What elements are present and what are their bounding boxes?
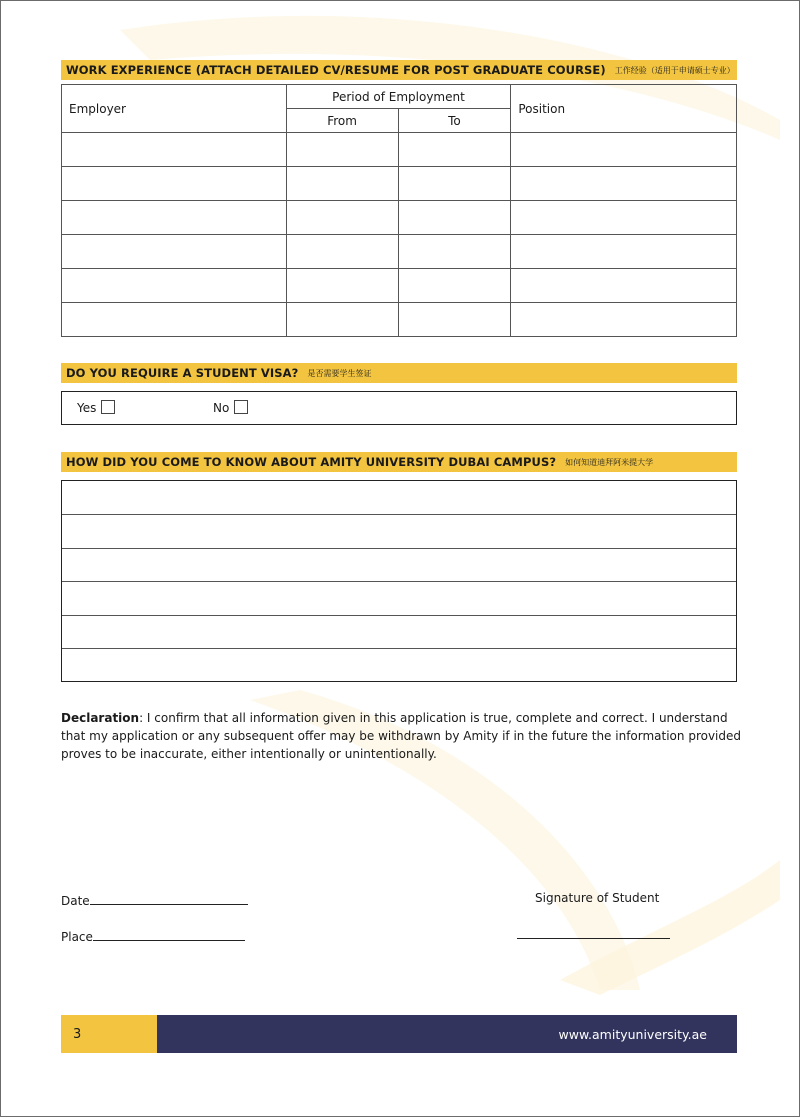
visa-yes-checkbox[interactable] [101, 400, 115, 414]
work-experience-title: WORK EXPERIENCE (ATTACH DETAILED CV/RESUME FOR POST GRADUATE COURSE) [66, 63, 606, 77]
work-experience-table [61, 84, 737, 337]
from-cell[interactable] [286, 167, 398, 201]
place-field[interactable] [61, 927, 245, 944]
to-cell[interactable] [398, 201, 511, 235]
declaration-text: : I confirm that all information given in this application is true, complete and correct. I understand that my application or any subsequent offer may be withdrawn by Amity if in the future the information provided proves to be inaccurate, either intentionally or unintentionally. [61, 711, 742, 761]
table-row [62, 167, 737, 201]
table-row [62, 201, 737, 235]
date-field[interactable] [61, 891, 248, 908]
employer-cell[interactable] [62, 133, 287, 167]
employer-cell[interactable] [62, 235, 287, 269]
position-cell[interactable] [511, 133, 737, 167]
to-cell[interactable] [398, 235, 511, 269]
position-cell[interactable] [511, 167, 737, 201]
visa-yes-option[interactable] [77, 401, 115, 415]
visa-title: DO YOU REQUIRE A STUDENT VISA? [66, 366, 299, 380]
table-row [62, 303, 737, 337]
employer-cell[interactable] [62, 201, 287, 235]
visa-no-option[interactable] [213, 401, 248, 415]
date-label: Date [61, 894, 90, 908]
place-line[interactable] [93, 927, 245, 941]
employer-cell[interactable] [62, 303, 287, 337]
declaration-paragraph [61, 709, 741, 763]
to-header: To [398, 109, 511, 133]
from-header: From [286, 109, 398, 133]
table-row [62, 235, 737, 269]
page-number: 3 [73, 1026, 82, 1042]
footer-website-block [157, 1015, 737, 1053]
work-experience-title-cn: 工作经验（适用于申请硕士专业） [614, 65, 735, 75]
to-cell[interactable] [398, 133, 511, 167]
date-line[interactable] [90, 891, 248, 905]
place-label: Place [61, 930, 93, 944]
visa-no-checkbox[interactable] [234, 400, 248, 414]
answer-line [62, 648, 736, 649]
answer-line [62, 548, 736, 549]
employer-header: Employer [62, 85, 287, 133]
visa-options-box [61, 391, 737, 425]
from-cell[interactable] [286, 201, 398, 235]
signature-line[interactable] [517, 938, 670, 939]
from-cell[interactable] [286, 133, 398, 167]
to-cell[interactable] [398, 303, 511, 337]
employer-cell[interactable] [62, 167, 287, 201]
period-header: Period of Employment [286, 85, 511, 109]
table-row [62, 133, 737, 167]
position-header: Position [511, 85, 737, 133]
employer-cell[interactable] [62, 269, 287, 303]
source-title-cn: 如何知道迪拜阿米提大学 [565, 457, 654, 467]
answer-line [62, 514, 736, 515]
to-cell[interactable] [398, 269, 511, 303]
answer-line [62, 615, 736, 616]
answer-line [62, 581, 736, 582]
website-link[interactable]: www.amityuniversity.ae [558, 1026, 707, 1042]
visa-yes-label: Yes [77, 401, 97, 415]
position-cell[interactable] [511, 269, 737, 303]
position-cell[interactable] [511, 235, 737, 269]
work-experience-header [61, 60, 737, 80]
source-answer-box[interactable] [61, 480, 737, 682]
table-row [62, 269, 737, 303]
signature-label: Signature of Student [535, 891, 660, 905]
position-cell[interactable] [511, 201, 737, 235]
to-cell[interactable] [398, 167, 511, 201]
from-cell[interactable] [286, 269, 398, 303]
source-title: HOW DID YOU COME TO KNOW ABOUT AMITY UNIVERSITY DUBAI CAMPUS? [66, 455, 557, 469]
from-cell[interactable] [286, 303, 398, 337]
declaration-label: Declaration [61, 711, 140, 725]
position-cell[interactable] [511, 303, 737, 337]
visa-header [61, 363, 737, 383]
visa-no-label: No [213, 401, 230, 415]
visa-title-cn: 是否需要学生签证 [307, 368, 372, 378]
from-cell[interactable] [286, 235, 398, 269]
source-header [61, 452, 737, 472]
footer-page-block [61, 1015, 157, 1053]
